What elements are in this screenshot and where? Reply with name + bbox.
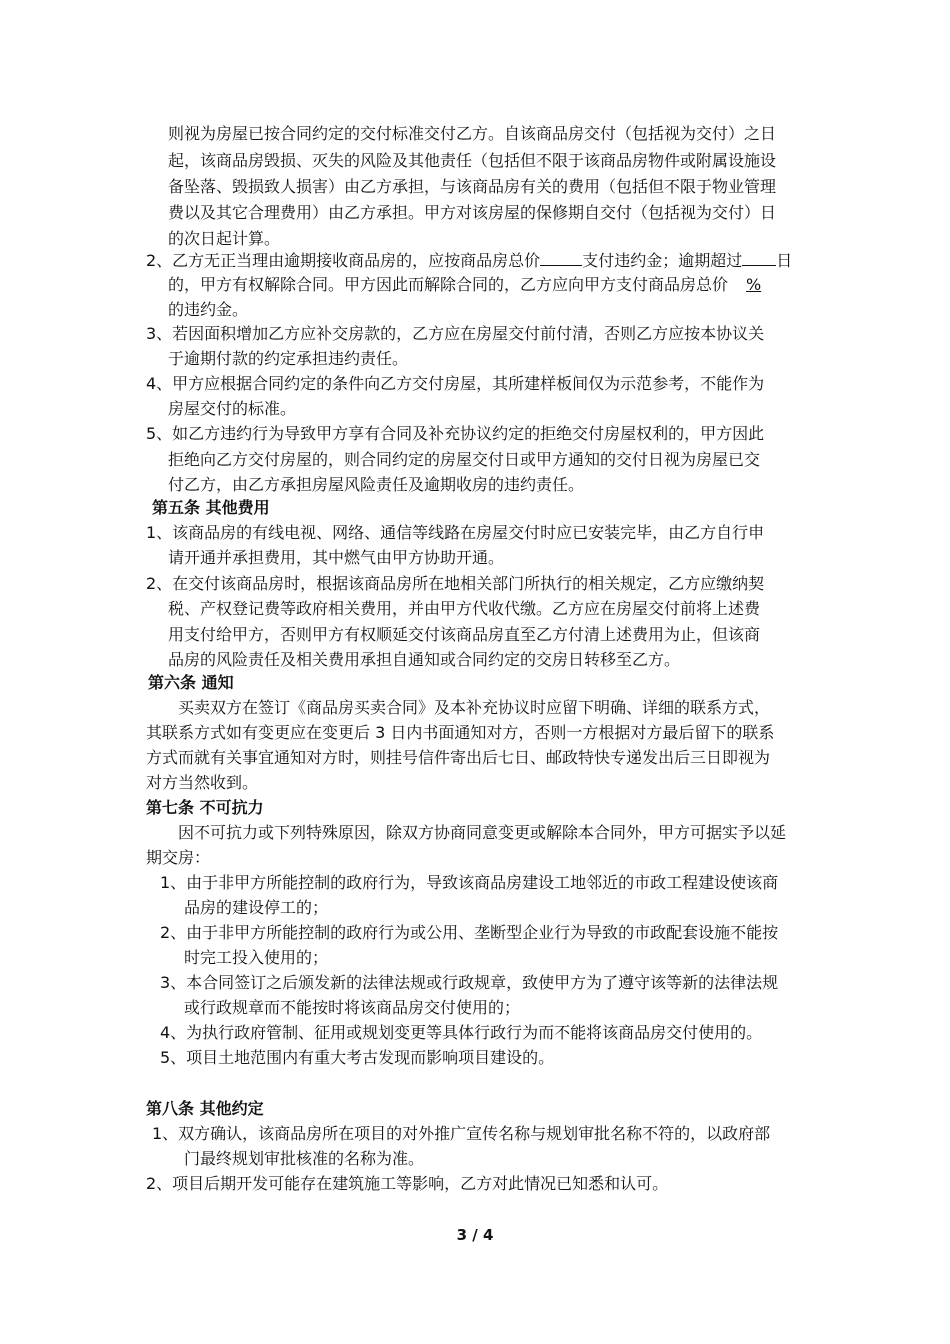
list-item: 1、由于非甲方所能控制的政府行为，导致该商品房建设工地邻近的市政工程建设使该商 xyxy=(160,873,779,892)
paragraph-line: 则视为房屋已按合同约定的交付标准交付乙方。自该商品房交付（包括视为交付）之日 xyxy=(168,124,777,143)
clause-2-line-1 xyxy=(146,247,792,273)
list-item: 3、若因面积增加乙方应补交房款的，乙方应在房屋交付前付清，否则乙方应按本协议关 xyxy=(146,324,765,343)
paragraph-line: 门最终规划审批核准的名称为准。 xyxy=(184,1149,425,1168)
paragraph-line: 拒绝向乙方交付房屋的，则合同约定的房屋交付日或甲方通知的交付日视为房屋已交 xyxy=(168,450,761,469)
list-item: 2、项目后期开发可能存在建筑施工等影响，乙方对此情况已知悉和认可。 xyxy=(146,1174,669,1193)
percent-blank: % xyxy=(746,275,762,294)
paragraph-line: 对方当然收到。 xyxy=(146,773,259,792)
section-heading: 第七条 不可抗力 xyxy=(146,798,264,817)
paragraph-line: 的次日起计算。 xyxy=(168,229,281,248)
list-item: 4、甲方应根据合同约定的条件向乙方交付房屋，其所建样板间仅为示范参考，不能作为 xyxy=(146,374,765,393)
paragraph-line: 于逾期付款的约定承担违约责任。 xyxy=(168,349,409,368)
list-item: 1、该商品房的有线电视、网络、通信等线路在房屋交付时应已安装完毕，由乙方自行申 xyxy=(146,523,765,542)
paragraph-line: 请开通并承担费用，其中燃气由甲方协助开通。 xyxy=(168,548,505,567)
paragraph-line: 方式而就有关事宜通知对方时，则挂号信件寄出后七日、邮政特快专递发出后三日即视为 xyxy=(146,748,771,767)
clause-text: 的，甲方有权解除合同。甲方因此而解除合同的，乙方应向甲方支付商品房总价 xyxy=(168,275,729,294)
clause-2-line-2 xyxy=(168,273,761,297)
paragraph-line: 其联系方式如有变更应在变更后 3 日内书面通知对方，否则一方根据对方最后留下的联系 xyxy=(146,723,775,742)
paragraph-line: 期交房： xyxy=(146,848,211,867)
paragraph-line: 用支付给甲方，否则甲方有权顺延交付该商品房直至乙方付清上述费用为止，但该商 xyxy=(168,625,761,644)
section-heading: 第八条 其他约定 xyxy=(146,1099,264,1118)
paragraph-line: 费以及其它合理费用）由乙方承担。甲方对该房屋的保修期自交付（包括视为交付）日 xyxy=(168,203,777,222)
paragraph-line: 买卖双方在签订《商品房买卖合同》及本补充协议时应留下明确、详细的联系方式， xyxy=(178,698,771,717)
paragraph-line: 因不可抗力或下列特殊原因，除双方协商同意变更或解除本合同外，甲方可据实予以延 xyxy=(178,823,787,842)
paragraph-line: 品房的风险责任及相关费用承担自通知或合同约定的交房日转移至乙方。 xyxy=(168,650,681,669)
paragraph-line: 或行政规章而不能按时将该商品房交付使用的； xyxy=(184,998,521,1017)
clause-text: 2、乙方无正当理由逾期接收商品房的，应按商品房总价 xyxy=(146,251,541,270)
paragraph-line: 房屋交付的标准。 xyxy=(168,399,297,418)
blank-field xyxy=(540,247,582,266)
list-item: 5、如乙方违约行为导致甲方享有合同及补充协议约定的拒绝交付房屋权利的，甲方因此 xyxy=(146,424,765,443)
blank-field xyxy=(742,247,776,266)
paragraph-line: 时完工投入使用的； xyxy=(184,948,329,967)
list-item: 1、双方确认，该商品房所在项目的对外推广宣传名称与规划审批名称不符的，以政府部 xyxy=(152,1124,771,1143)
paragraph-line: 税、产权登记费等政府相关费用，并由甲方代收代缴。乙方应在房屋交付前将上述费 xyxy=(168,599,761,618)
clause-text: 支付违约金；逾期超过 xyxy=(582,251,743,270)
paragraph-line: 的违约金。 xyxy=(168,300,249,319)
paragraph-line: 付乙方，由乙方承担房屋风险责任及逾期收房的违约责任。 xyxy=(168,475,585,494)
paragraph-line: 起，该商品房毁损、灭失的风险及其他责任（包括但不限于该商品房物件或附属设施设 xyxy=(168,151,777,170)
section-heading: 第六条 通知 xyxy=(148,673,234,692)
list-item: 2、在交付该商品房时，根据该商品房所在地相关部门所执行的相关规定，乙方应缴纳契 xyxy=(146,574,765,593)
list-item: 2、由于非甲方所能控制的政府行为或公用、垄断型企业行为导致的市政配套设施不能按 xyxy=(160,923,779,942)
page-number: 3 / 4 xyxy=(456,1226,494,1244)
paragraph-line: 备坠落、毁损致人损害）由乙方承担，与该商品房有关的费用（包括但不限于物业管理 xyxy=(168,177,777,196)
list-item: 4、为执行政府管制、征用或规划变更等具体行政行为而不能将该商品房交付使用的。 xyxy=(160,1023,763,1042)
clause-text: 日 xyxy=(776,251,793,270)
list-item: 3、本合同签订之后颁发新的法律法规或行政规章，致使甲方为了遵守该等新的法律法规 xyxy=(160,973,779,992)
paragraph-line: 品房的建设停工的； xyxy=(184,898,329,917)
section-heading: 第五条 其他费用 xyxy=(152,498,270,517)
list-item: 5、项目土地范围内有重大考古发现而影响项目建设的。 xyxy=(160,1048,555,1067)
